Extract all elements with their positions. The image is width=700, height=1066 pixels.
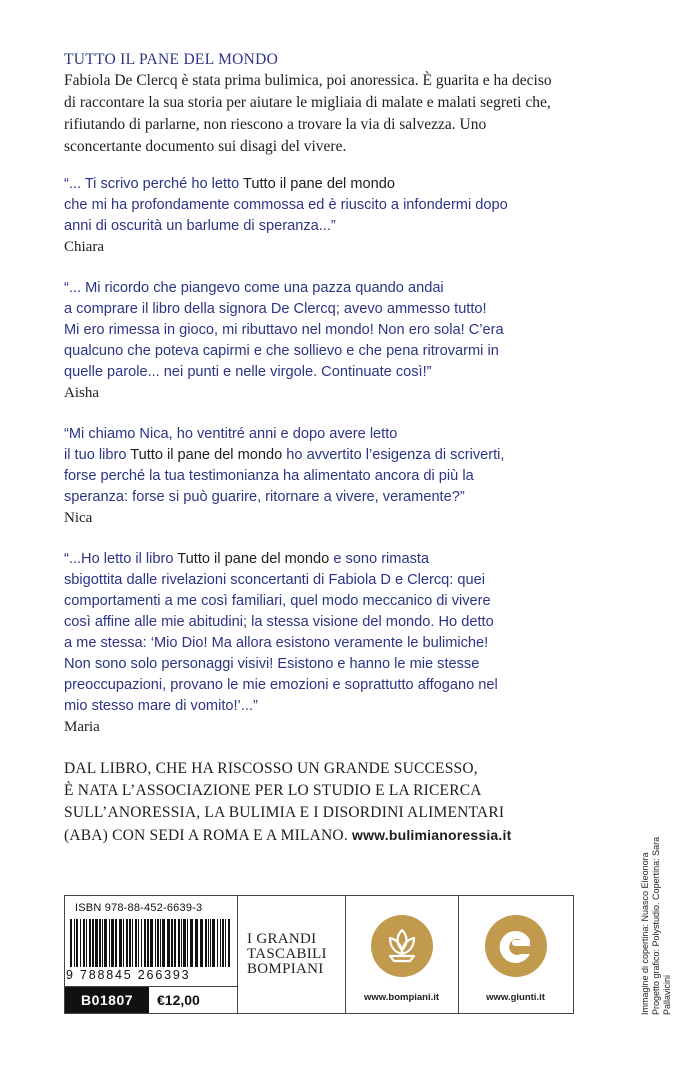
quote-text: sbigottita dalle rivelazioni sconcertanti di Fabiola D e Clercq: quei	[64, 572, 486, 588]
barcode-bar	[115, 919, 117, 967]
quote-text: che mi ha profondamente commossa ed è riuscito a infondermi dopo	[64, 197, 508, 213]
barcode-bar	[210, 919, 211, 967]
quote-text: a comprare il libro della signora De Clercq; avevo ammesso tutto!	[64, 301, 487, 317]
testimonial-author: Maria	[64, 719, 100, 735]
barcode-bar	[104, 919, 107, 967]
barcode-bar	[217, 919, 218, 967]
publisher-strip	[64, 895, 574, 1014]
quote-text: così affine alle mie abitudini; la stessa visione del mondo. Ho detto	[64, 614, 494, 630]
barcode-bar	[141, 919, 142, 967]
price-row	[65, 986, 237, 1013]
barcode-bar	[83, 919, 85, 967]
credit-line: Immagine di copertina: Nuasco Eleonora	[640, 852, 650, 1015]
barcode-bar	[205, 919, 207, 967]
barcode-bar	[135, 919, 137, 967]
quote-text: e sono rimasta	[329, 551, 430, 567]
barcode-bar	[147, 919, 149, 967]
barcode-bar	[138, 919, 139, 967]
intro-paragraph: Fabiola De Clercq è stata prima bulimica, poi anoressica. È guarita e ha deciso di raccontare la sua storia per aiutare le migliaia di malate e malati segreti che, rifiutando di parlarne, non riescono a trovare la via di salvezza. Uno sconcertante documento sui disagi del vivere.	[64, 72, 552, 155]
isbn-text: ISBN 978-88-452-6639-3	[75, 902, 203, 914]
barcode-bar	[150, 919, 153, 967]
testimonial-quote	[64, 278, 564, 383]
back-cover-text	[64, 50, 564, 847]
barcode-bar	[126, 919, 128, 967]
series-line: BOMPIANI	[247, 961, 324, 977]
testimonial-author: Aisha	[64, 385, 99, 401]
testimonial-author: Chiara	[64, 239, 104, 255]
barcode-bar	[109, 919, 110, 967]
barcode-bar	[80, 919, 81, 967]
barcode-bar	[132, 919, 133, 967]
barcode-bar	[200, 919, 203, 967]
series-panel	[237, 896, 346, 1013]
barcode-bar	[212, 919, 215, 967]
barcode-bar	[144, 919, 146, 967]
barcode-bar	[220, 919, 221, 967]
cover-credits	[640, 825, 670, 1015]
barcode-icon	[70, 919, 232, 967]
book-title: TUTTO IL PANE DEL MONDO	[64, 51, 279, 68]
barcode-bar	[119, 919, 122, 967]
series-line: I GRANDI	[247, 931, 317, 947]
giunti-site-link[interactable]: www.giunti.it	[486, 992, 545, 1003]
giunti-panel	[458, 896, 573, 1013]
quote-text: “...Ho letto il libro	[64, 551, 178, 567]
association-line: (ABA) CON SEDI A ROMA E A MILANO.	[64, 827, 352, 844]
giunti-logo-icon	[484, 914, 548, 978]
quote-text: “... Ti scrivo perché ho letto	[64, 176, 243, 192]
barcode-bar	[162, 919, 165, 967]
series-name	[247, 932, 327, 977]
quoted-book-title: Tutto il pane del mondo	[130, 447, 283, 463]
bompiani-logo-icon	[370, 914, 434, 978]
barcode-bar	[160, 919, 161, 967]
quote-text: forse perché la tua testimonianza ha alimentato ancora di più la	[64, 468, 474, 484]
quoted-book-title: Tutto il pane del mondo	[177, 551, 330, 567]
barcode-bar	[86, 919, 87, 967]
quote-text: Mi ero rimessa in gioco, mi ributtavo nel mondo! Non ero sola! C’era	[64, 322, 504, 338]
quote-text: “... Mi ricordo che piangevo come una pazza quando andai	[64, 280, 444, 296]
barcode-bar	[183, 919, 186, 967]
quote-text: speranza: forse si può guarire, ritornare a vivere, veramente?”	[64, 489, 465, 505]
product-code: B01807	[65, 987, 149, 1013]
barcode-bar	[228, 919, 230, 967]
credit-line: Progetto grafico: Polystudio. Copertina: Sara Pallavicini	[651, 836, 672, 1015]
quote-text: il tuo libro	[64, 447, 131, 463]
barcode-bar	[178, 919, 180, 967]
testimonial-quote	[64, 549, 564, 717]
barcode-digits: 9 788845 266393	[66, 968, 191, 982]
barcode-bar	[181, 919, 182, 967]
quote-text: preoccupazioni, provano le mie emozioni e soprattutto affogano nel	[64, 677, 498, 693]
barcode-bar	[155, 919, 156, 967]
bompiani-panel	[345, 896, 459, 1013]
barcode-bar	[129, 919, 131, 967]
quote-text: ho avvertito l’esigenza di scriverti,	[282, 447, 505, 463]
testimonial-quote	[64, 174, 564, 237]
barcode-bar	[123, 919, 124, 967]
quote-text: quelle parole... nei punti e nelle virgole. Continuate così!”	[64, 364, 432, 380]
quote-text: a me stessa: ‘Mio Dio! Ma allora esistono veramente le bulimiche!	[64, 635, 489, 651]
quote-text: qualcuno che poteva capirmi e che sollievo e che pena ritrovarmi in	[64, 343, 499, 359]
barcode-bar	[195, 919, 198, 967]
barcode-bar	[70, 919, 72, 967]
series-line: TASCABILI	[247, 946, 327, 962]
barcode-bar	[89, 919, 91, 967]
barcode-bar	[111, 919, 114, 967]
barcode-panel	[65, 896, 238, 1013]
association-line: DAL LIBRO, CHE HA RISCOSSO UN GRANDE SUCCESSO,	[64, 760, 478, 777]
barcode-bar	[222, 919, 224, 967]
quote-text: Non sono solo personaggi visivi! Esistono e hanno le mie stesse	[64, 656, 480, 672]
quote-text: “Mi chiamo Nica, ho ventitré anni e dopo avere letto	[64, 426, 398, 442]
barcode-bar	[157, 919, 159, 967]
association-url[interactable]: www.bulimianoressia.it	[351, 827, 512, 843]
barcode-bar	[171, 919, 173, 967]
barcode-bar	[187, 919, 188, 967]
barcode-bar	[225, 919, 226, 967]
testimonials	[64, 174, 564, 738]
barcode-bar	[208, 919, 209, 967]
barcode-bar	[74, 919, 75, 967]
barcode-bar	[76, 919, 78, 967]
barcode-bar	[99, 919, 101, 967]
association-line: SULL’ANORESSIA, LA BULIMIA E I DISORDINI ALIMENTARI	[64, 804, 505, 821]
quoted-book-title: Tutto il pane del mondo	[243, 176, 395, 192]
testimonial-author: Nica	[64, 510, 93, 526]
quote-text: mio stesso mare di vomito!’...”	[64, 698, 258, 714]
barcode-bar	[174, 919, 176, 967]
barcode-bar	[167, 919, 170, 967]
barcode-bar	[95, 919, 98, 967]
quote-text: anni di oscurità un barlume di speranza...”	[64, 218, 336, 234]
association-line: È NATA L’ASSOCIAZIONE PER LO STUDIO E LA RICERCA	[64, 782, 482, 799]
association-note	[64, 758, 564, 847]
barcode-bar	[190, 919, 193, 967]
bompiani-site-link[interactable]: www.bompiani.it	[363, 992, 440, 1003]
price-label: €12,00	[157, 992, 200, 1008]
barcode-bar	[92, 919, 94, 967]
barcode-bar	[102, 919, 103, 967]
quote-text: comportamenti a me così familiari, quel modo meccanico di vivere	[64, 593, 491, 609]
testimonial-quote	[64, 424, 564, 508]
